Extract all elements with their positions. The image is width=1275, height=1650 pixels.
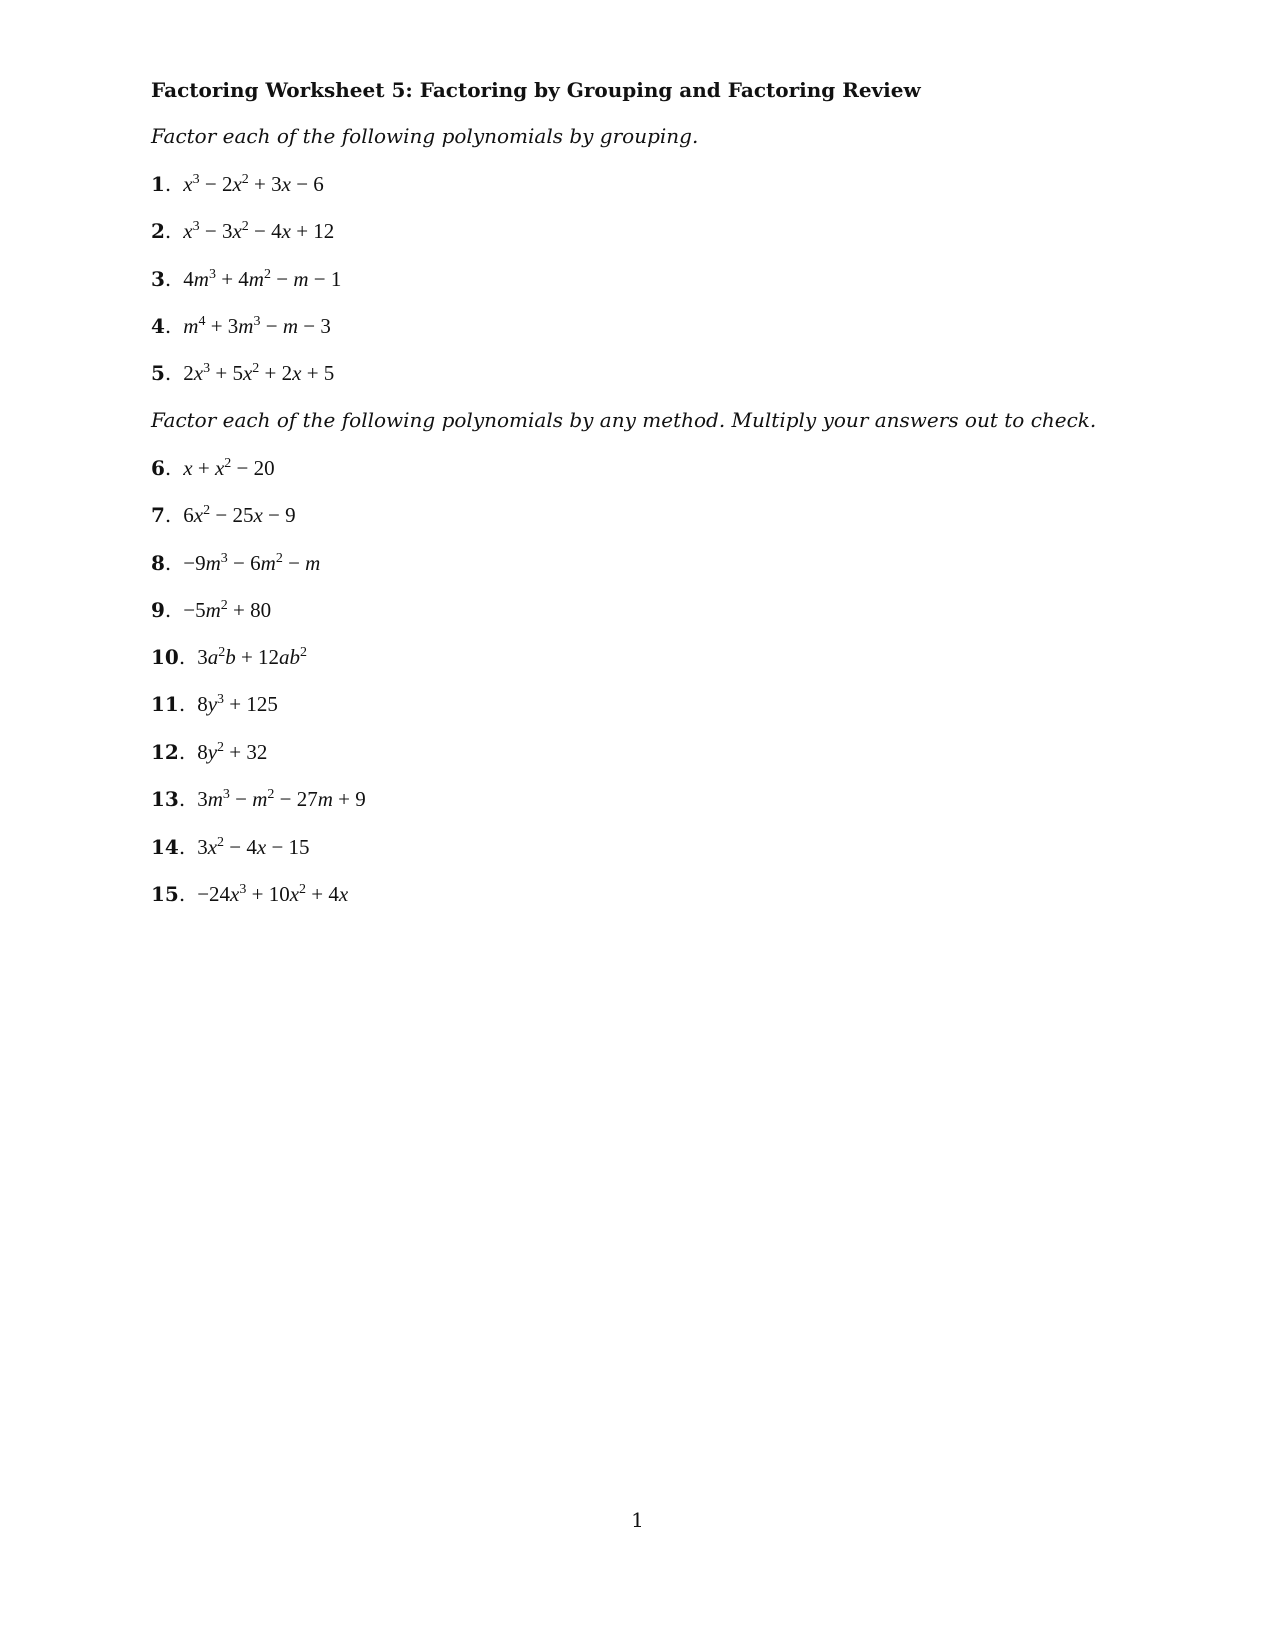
problem-expression: $x + x^2 - 20$ bbox=[183, 456, 275, 480]
problem-11 bbox=[151, 692, 278, 717]
problem-expression: $3m^3 - m^2 - 27m + 9$ bbox=[197, 787, 366, 811]
worksheet-title: Factoring Worksheet 5: Factoring by Grouping and Factoring Review bbox=[151, 78, 921, 102]
problem-expression: $8y^2 + 32$ bbox=[197, 740, 268, 764]
page-number: 1 bbox=[631, 1508, 644, 1532]
problem-expression: $3x^2 - 4x - 15$ bbox=[197, 835, 310, 859]
problem-14 bbox=[151, 835, 310, 860]
problem-number: 3 . bbox=[151, 267, 183, 291]
problem-expression: $6x^2 - 25x - 9$ bbox=[183, 503, 296, 527]
problem-12 bbox=[151, 740, 267, 765]
problem-5 bbox=[151, 361, 334, 386]
problem-6 bbox=[151, 456, 275, 481]
problem-7 bbox=[151, 503, 296, 528]
problem-4 bbox=[151, 314, 331, 339]
problem-number: 11 . bbox=[151, 692, 197, 716]
problem-8 bbox=[151, 551, 320, 576]
problem-expression: $-24x^3 + 10x^2 + 4x$ bbox=[197, 882, 349, 906]
problem-number: 12 . bbox=[151, 740, 197, 764]
problem-10 bbox=[151, 645, 307, 670]
section1-instruction: Factor each of the following polynomials by grouping. bbox=[151, 124, 699, 148]
problem-expression: $2x^3 + 5x^2 + 2x + 5$ bbox=[183, 361, 335, 385]
problem-expression: $4m^3 + 4m^2 - m - 1$ bbox=[183, 267, 342, 291]
problem-number: 8 . bbox=[151, 551, 183, 575]
problem-number: 15 . bbox=[151, 882, 197, 906]
problem-2 bbox=[151, 219, 334, 244]
problem-number: 7 . bbox=[151, 503, 183, 527]
problem-expression: $-5m^2 + 80$ bbox=[183, 598, 272, 622]
problem-number: 10 . bbox=[151, 645, 197, 669]
problem-number: 6 . bbox=[151, 456, 183, 480]
problem-expression: $x^3 - 3x^2 - 4x + 12$ bbox=[183, 219, 335, 243]
problem-number: 14 . bbox=[151, 835, 197, 859]
problem-15 bbox=[151, 882, 348, 907]
problem-expression: $x^3 - 2x^2 + 3x - 6$ bbox=[183, 172, 324, 196]
problem-9 bbox=[151, 598, 271, 623]
problem-number: 13 . bbox=[151, 787, 197, 811]
problem-3 bbox=[151, 267, 341, 292]
problem-1 bbox=[151, 172, 324, 197]
problem-expression: $3a^2b + 12ab^2$ bbox=[197, 645, 308, 669]
problem-number: 2 . bbox=[151, 219, 183, 243]
problem-13 bbox=[151, 787, 366, 812]
problem-expression: $8y^3 + 125$ bbox=[197, 692, 278, 716]
problem-expression: $-9m^3 - 6m^2 - m$ bbox=[183, 551, 321, 575]
section2-instruction: Factor each of the following polynomials by any method. Multiply your answers out to check. bbox=[151, 408, 1097, 432]
problem-number: 9 . bbox=[151, 598, 183, 622]
problem-expression: $m^4 + 3m^3 - m - 3$ bbox=[183, 314, 331, 338]
problem-number: 5 . bbox=[151, 361, 183, 385]
problem-number: 1 . bbox=[151, 172, 183, 196]
problem-number: 4 . bbox=[151, 314, 183, 338]
